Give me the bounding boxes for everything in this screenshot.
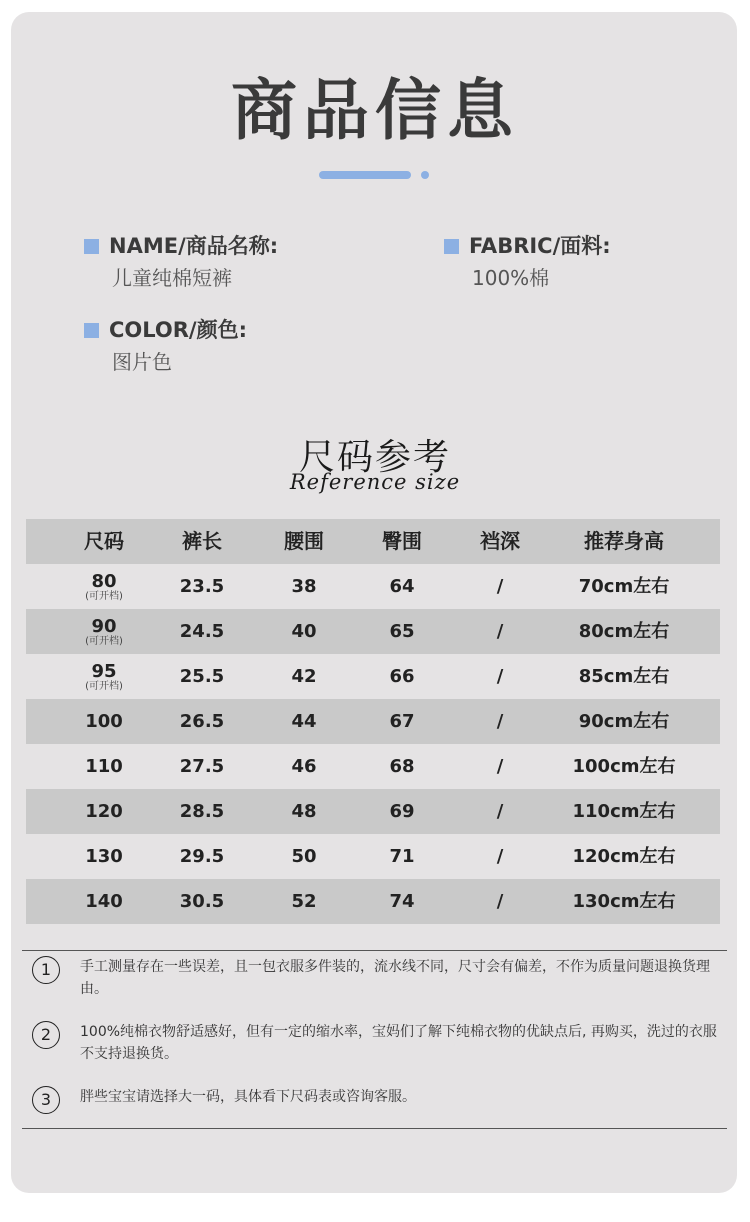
table-row (26, 834, 720, 879)
table-cell: / (496, 801, 504, 822)
table-row (26, 609, 720, 654)
table-row (26, 654, 720, 699)
table-row (26, 699, 720, 744)
table-cell: 38 (291, 576, 317, 597)
table-cell: 85cm左右 (578, 666, 670, 687)
name-value: 儿童纯棉短裤 (112, 266, 232, 290)
table-cell: 50 (291, 846, 317, 867)
table-cell: 42 (291, 666, 317, 687)
note-text: 手工测量存在一些误差，且一包衣服多件装的，流水线不同，尺寸会有偏差，不作为质量问题退换货理由。 (80, 959, 710, 997)
table-cell: 90cm左右 (578, 711, 670, 732)
size-section-subtitle: Reference size (289, 470, 461, 494)
table-cell: 100cm左右 (572, 756, 676, 777)
note-item (32, 1086, 722, 1114)
table-cell: 71 (389, 846, 415, 867)
table-cell: / (496, 846, 504, 867)
size-value: 95 (91, 661, 117, 682)
table-cell: / (496, 756, 504, 777)
table-cell: 52 (291, 891, 317, 912)
table-cell: 80cm左右 (578, 621, 670, 642)
table-row (26, 879, 720, 924)
size-note: (可开档) (85, 681, 123, 692)
title-dot (421, 171, 429, 179)
circled-number-icon: 3 (32, 1086, 60, 1114)
size-value: 100 (85, 711, 123, 732)
size-value: 140 (85, 891, 123, 912)
circled-number-icon: 1 (32, 956, 60, 984)
size-note: (可开档) (85, 591, 123, 602)
table-cell: 44 (291, 711, 317, 732)
table-cell: / (496, 891, 504, 912)
table-cell: 24.5 (179, 621, 225, 642)
table-cell: 27.5 (179, 756, 225, 777)
color-label: COLOR/颜色: (109, 318, 247, 342)
title-underline (319, 171, 411, 179)
header-cell: 腰围 (284, 529, 324, 553)
header-cell: 裆深 (480, 529, 520, 553)
table-cell: 26.5 (179, 711, 225, 732)
info-color (84, 317, 247, 375)
square-bullet-icon (84, 323, 99, 338)
size-note: (可开档) (85, 636, 123, 647)
table-row (26, 564, 720, 609)
table-cell: 120cm左右 (572, 846, 676, 867)
table-cell: 29.5 (179, 846, 225, 867)
notes-top-divider (22, 950, 727, 951)
circled-number-icon: 2 (32, 1021, 60, 1049)
size-value: 120 (85, 801, 123, 822)
table-cell: / (496, 711, 504, 732)
table-cell: 130cm左右 (572, 891, 676, 912)
table-header (26, 519, 720, 564)
square-bullet-icon (84, 239, 99, 254)
fabric-value: 100%棉 (472, 266, 550, 290)
name-label: NAME/商品名称: (109, 234, 279, 258)
size-section-title: 尺码参考 (298, 437, 451, 478)
page-title: 商品信息 (231, 72, 519, 149)
table-cell: / (496, 666, 504, 687)
info-fabric (444, 233, 611, 291)
info-name (84, 233, 278, 291)
table-cell: 70cm左右 (578, 576, 670, 597)
table-cell: 69 (389, 801, 415, 822)
table-cell: 65 (389, 621, 415, 642)
size-value: 80 (91, 571, 117, 592)
table-cell: 25.5 (179, 666, 225, 687)
size-value: 130 (85, 846, 123, 867)
table-cell: 40 (291, 621, 317, 642)
table-cell: 48 (291, 801, 317, 822)
table-cell: 110cm左右 (572, 801, 676, 822)
size-value: 110 (85, 756, 123, 777)
table-cell: 23.5 (179, 576, 225, 597)
table-row (26, 744, 720, 789)
note-item (32, 956, 722, 1000)
table-cell: 30.5 (179, 891, 225, 912)
note-text: 100%纯棉衣物舒适感好，但有一定的缩水率，宝妈们了解下纯棉衣物的优缺点后, 再购买，洗过的衣服不支持退换货。 (80, 1024, 717, 1062)
fabric-label: FABRIC/面料: (469, 234, 611, 258)
note-text: 胖些宝宝请选择大一码，具体看下尺码表或咨询客服。 (80, 1089, 416, 1105)
notes-bottom-divider (22, 1128, 727, 1129)
header-cell: 推荐身高 (584, 529, 664, 553)
table-cell: 46 (291, 756, 317, 777)
table-cell: / (496, 621, 504, 642)
note-item (32, 1021, 722, 1065)
header-cell: 臀围 (382, 529, 422, 553)
table-row (26, 789, 720, 834)
table-cell: / (496, 576, 504, 597)
square-bullet-icon (444, 239, 459, 254)
size-value: 90 (91, 616, 117, 637)
table-cell: 28.5 (179, 801, 225, 822)
table-cell: 64 (389, 576, 415, 597)
table-cell: 66 (389, 666, 415, 687)
header-cell: 裤长 (182, 529, 222, 553)
table-cell: 74 (389, 891, 415, 912)
header-cell: 尺码 (84, 529, 124, 553)
color-value: 图片色 (112, 350, 172, 374)
table-cell: 67 (389, 711, 415, 732)
table-cell: 68 (389, 756, 415, 777)
size-table (26, 519, 720, 924)
